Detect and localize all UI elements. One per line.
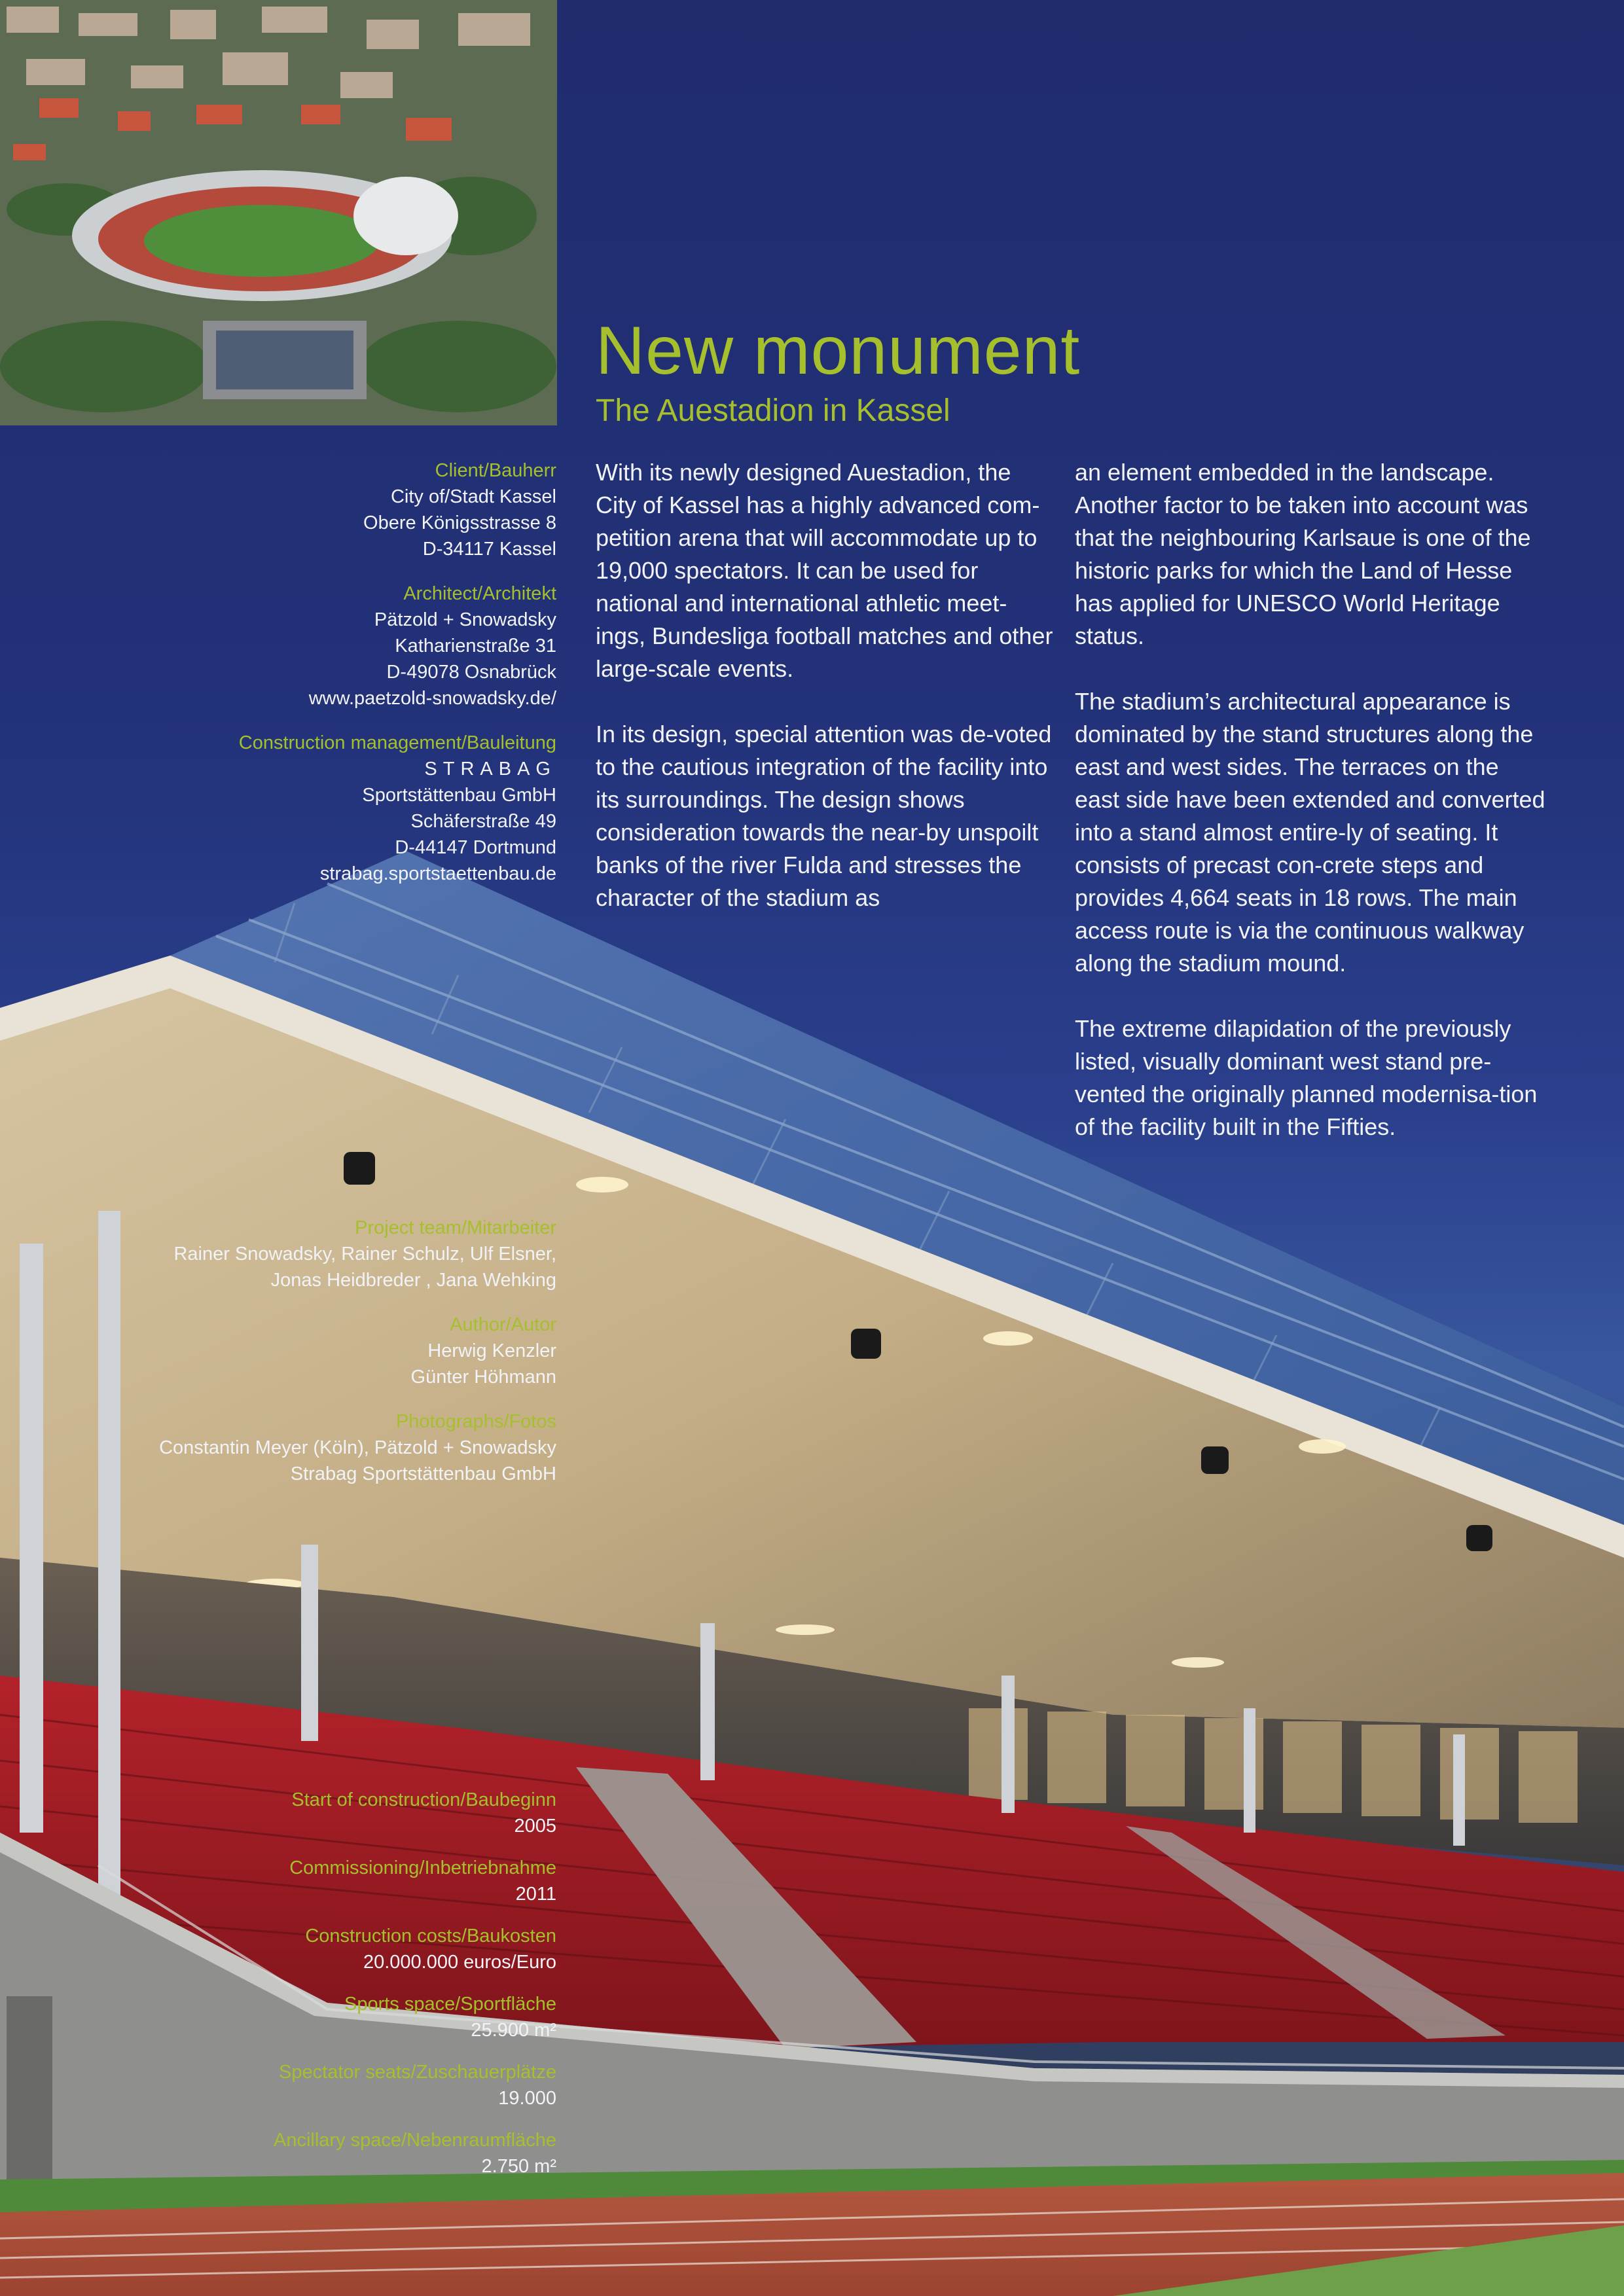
fact-label: Spectator seats/Zuschauerplätze: [279, 2062, 556, 2083]
body-paragraph: With its newly designed Auestadion, the City of Kassel has a highly advanced com-petition arena that will accommodate up to 19,000 spectators. It can be used for national and international athletic meet-ings, Bundesliga football matches and other large-scale events.: [596, 459, 1053, 682]
credit-line: Katharienstraße 31: [395, 636, 556, 656]
credit-line: Strabag Sportstättenbau GmbH: [290, 1463, 556, 1484]
credit-label: Author/Autor: [450, 1314, 556, 1335]
fact-value: 2011: [515, 1884, 556, 1905]
credit-line: Günter Höhmann: [410, 1367, 556, 1388]
credit-label: Project team/Mitarbeiter: [355, 1217, 556, 1238]
body-paragraph: an element embedded in the landscape. Another factor to be taken into account was that the neighbouring Karlsaue is one of the historic parks for which the Land of Hesse has applied for UNESCO World Heritage status.: [1075, 459, 1531, 649]
fact-item: [274, 2127, 556, 2179]
credits-top: [239, 457, 556, 905]
credit-line: Schäferstraße 49: [410, 811, 556, 832]
credit-line: City of/Stadt Kassel: [390, 486, 556, 507]
credit-team: [159, 1215, 556, 1293]
credit-author: [159, 1312, 556, 1390]
facts-list: [274, 1787, 556, 2195]
fact-label: Construction costs/Baukosten: [305, 1926, 556, 1946]
credit-line: D-34117 Kassel: [422, 539, 556, 560]
body-paragraph: The extreme dilapidation of the previously listed, visually dominant west stand pre-vented the originally planned modernisa-tion of the facility built in the Fifties.: [1075, 1015, 1538, 1140]
credit-client: [239, 457, 556, 562]
credit-line: Pätzold + Snowadsky: [374, 609, 556, 630]
credit-line: Obere Königsstrasse 8: [363, 512, 556, 533]
credit-label: Photographs/Fotos: [395, 1411, 556, 1432]
aerial-photo: [0, 0, 557, 425]
fact-value: 25.900 m²: [471, 2020, 556, 2041]
body-column-left: [596, 456, 1054, 947]
fact-item: [274, 1855, 556, 1907]
fact-value: 19.000: [498, 2088, 556, 2109]
fact-item: [274, 1991, 556, 2043]
credit-construction: [239, 730, 556, 887]
fact-value: 2.750 m²: [481, 2156, 556, 2177]
credit-line: Herwig Kenzler: [427, 1340, 556, 1361]
credit-line: strabag.sportstaettenbau.de: [319, 863, 556, 884]
credit-label: Architect/Architekt: [403, 583, 556, 604]
body-column-right: [1075, 456, 1546, 1176]
credit-line: Sportstättenbau GmbH: [362, 785, 556, 806]
credit-label: Client/Bauherr: [435, 460, 556, 481]
fact-value: 2005: [514, 1816, 556, 1837]
fact-value: 20.000.000 euros/Euro: [363, 1952, 556, 1973]
credits-middle: [159, 1215, 556, 1505]
credit-line: Jonas Heidbreder , Jana Wehking: [270, 1270, 556, 1291]
credit-line: D-44147 Dortmund: [395, 837, 556, 858]
article-subtitle: The Auestadion in Kassel: [596, 393, 950, 428]
body-paragraph: The stadium’s architectural appearance is dominated by the stand structures along the east and west sides. The terraces on the east side have been extended and converted into a stand almost entire-ly of seating. It consists of precast con-crete steps and provides 4,664 seats in 18 rows. The main access route is via the continuous walkway along the stadium mound.: [1075, 688, 1545, 977]
credit-line: Rainer Snowadsky, Rainer Schulz, Ulf Elsner,: [173, 1244, 556, 1265]
credit-line: D-49078 Osnabrück: [386, 662, 556, 683]
fact-item: [274, 2059, 556, 2111]
body-paragraph: In its design, special attention was de-voted to the cautious integration of the facility into its surroundings. The design shows consideration towards the near-by unspoilt banks of the river Fulda and stresses the character of the stadium as: [596, 721, 1052, 911]
credit-line: Constantin Meyer (Köln), Pätzold + Snowadsky: [159, 1437, 556, 1458]
credit-photos: [159, 1408, 556, 1487]
credit-line: STRABAG: [424, 759, 556, 780]
article-title: New monument: [596, 313, 1081, 389]
fact-item: [274, 1787, 556, 1839]
credit-label: Construction management/Bauleitung: [238, 732, 556, 753]
fact-label: Commissioning/Inbetriebnahme: [289, 1857, 556, 1878]
credit-line: www.paetzold-snowadsky.de/: [308, 688, 556, 709]
fact-label: Sports space/Sportfläche: [344, 1994, 556, 2015]
fact-item: [274, 1923, 556, 1975]
fact-label: Start of construction/Baubeginn: [291, 1789, 556, 1810]
fact-label: Ancillary space/Nebenraumfläche: [274, 2130, 556, 2151]
credit-architect: [239, 581, 556, 711]
